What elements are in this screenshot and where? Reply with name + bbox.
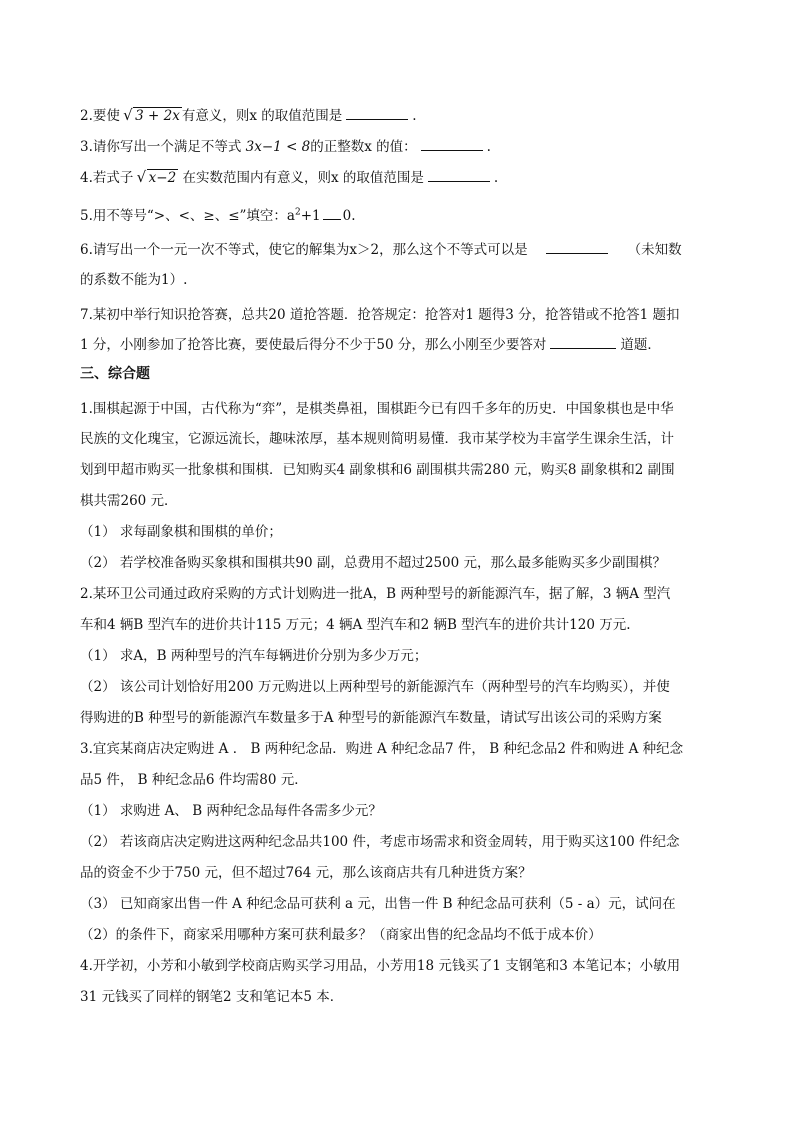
problem-2-part-2-a: （2） 该公司计划恰好用200 万元购进以上两种型号的新能源汽车（两种型号的汽车均购买），并使 [80,679,670,695]
question-7-line-2 [80,333,661,353]
answer-blank[interactable] [546,241,608,254]
answer-blank[interactable] [428,169,490,182]
question-6-line-1 [80,238,682,258]
q7-text-end: 道题． [620,337,661,353]
question-7-line-1 [80,303,680,323]
question-2 [80,104,417,124]
q7-text-2: 1 分，小刚参加了抢答比赛，要使最后得分不少于50 分，那么小刚至少要答对 [80,337,547,353]
problem-4-line-1: 4.开学初，小芳和小敏到学校商店购买学习用品，小芳用18 元钱买了1 支钢笔和3 本笔记本；小敏用 [80,958,681,974]
q2-end: . [412,108,417,124]
problem-3-part-1: （1） 求购进 A、 B 两种纪念品每件各需多少元？ [80,803,382,819]
q2-text-post: 有意义，则x 的取值范围是 [181,108,343,124]
section-heading: 三、综合题 [80,366,150,382]
q3-end: . [486,139,491,155]
sqrt-expression [138,170,179,186]
exponent: 2 [294,207,301,218]
q4-text-post: 在实数范围内有意义，则x 的取值范围是 [178,170,424,186]
q2-text: 2.要使 [80,108,125,124]
q3-text: 3.请你写出一个满足不等式 [80,139,246,155]
question-4 [80,166,498,186]
q6-text-end: （未知数 [627,242,682,258]
q6-text-2: 的系数不能为1）. [80,272,188,288]
inequality: 3x−1 < 8 [245,139,311,155]
problem-2-line-2: 车和4 辆B 型汽车的进价共计115 万元；4 辆A 型汽车和2 辆B 型汽车的进价共计120 万元. [80,617,631,633]
question-3 [80,135,491,155]
problem-1-line-4: 棋共需260 元． [80,493,178,509]
question-5 [80,204,356,224]
radicand: x−2 [148,170,177,186]
problem-2-part-1: （1） 求A，B 两种型号的汽车每辆进价分别为多少万元； [80,648,428,664]
q5-text-post: +1 [300,208,321,224]
q4-text: 4.若式子 [80,170,138,186]
q4-end: . [493,170,499,186]
answer-blank[interactable] [421,138,483,151]
problem-2-part-2-b: 得购进的B 种型号的新能源汽车数量多于A 种型号的新能源汽车数量，请试写出该公司的采购方案 [80,710,662,726]
q5-text: 5.用不等号“>、<、≥、≤”填空：a [80,208,295,224]
problem-3-line-1: 3.宜宾某商店决定购进 A ． B 两种纪念品．购进 A 种纪念品7 件， B 种纪念品2 件和购进 A 种纪念 [80,741,684,757]
radicand: 3 + 2x [135,108,180,124]
q3-text-post: 的正整数x 的值： [310,139,417,155]
q5-end: 0. [342,208,356,224]
question-6-line-2 [80,268,187,288]
problem-1-line-1: 1.围棋起源于中国，古代称为“弈”，是棋类鼻祖，围棋距今已有四千多年的历史．中国象棋也是中华 [80,401,674,417]
problem-3-part-3-a: （3） 已知商家出售一件 A 种纪念品可获利 a 元，出售一件 B 种纪念品可获利（5 - a）元，试问在 [80,896,676,912]
problem-3-part-3-b: （2）的条件下，商家采用哪种方案可获利最多？（商家出售的纪念品均不低于成本价） [80,927,602,943]
answer-blank[interactable] [346,107,408,120]
answer-blank[interactable] [550,336,616,349]
problem-3-line-2: 品5 件， B 种纪念品6 件均需80 元． [80,772,308,788]
sqrt-expression [124,108,182,124]
problem-1-line-3: 划到甲超市购买一批象棋和围棋．已知购买4 副象棋和6 副围棋共需280 元，购买8 副象棋和2 副围 [80,462,675,478]
problem-1-part-1: （1） 求每副象棋和围棋的单价； [80,524,282,540]
problem-3-part-2-b: 品的资金不少于750 元，但不超过764 元，那么该商店共有几种进货方案？ [80,865,532,881]
problem-4-line-2: 31 元钱买了同样的钢笔2 支和笔记本5 本． [80,989,344,1005]
answer-blank[interactable] [323,207,341,220]
problem-1-part-2: （2） 若学校准备购买象棋和围棋共90 副，总费用不超过2500 元，那么最多能购买多少副围棋？ [80,555,666,571]
problem-1-line-2: 民族的文化瑰宝，它源远流长，趣味浓厚，基本规则简明易懂．我市某学校为丰富学生课余生活，计 [80,431,674,447]
problem-3-part-2-a: （2） 若该商店决定购进这两种纪念品共100 件，考虑市场需求和资金周转，用于购买这100 件纪念 [80,834,680,850]
problem-2-line-1: 2.某环卫公司通过政府采购的方式计划购进一批A，B 两种型号的新能源汽车，据了解，3 辆A 型汽 [80,586,671,602]
q7-text: 7.某初中举行知识抢答赛，总共20 道抢答题．抢答规定：抢答对1 题得3 分，抢答错或不抢答1 题扣 [80,307,680,323]
q6-text: 6.请写出一个一元一次不等式，使它的解集为x＞2，那么这个不等式可以是 [80,242,528,258]
